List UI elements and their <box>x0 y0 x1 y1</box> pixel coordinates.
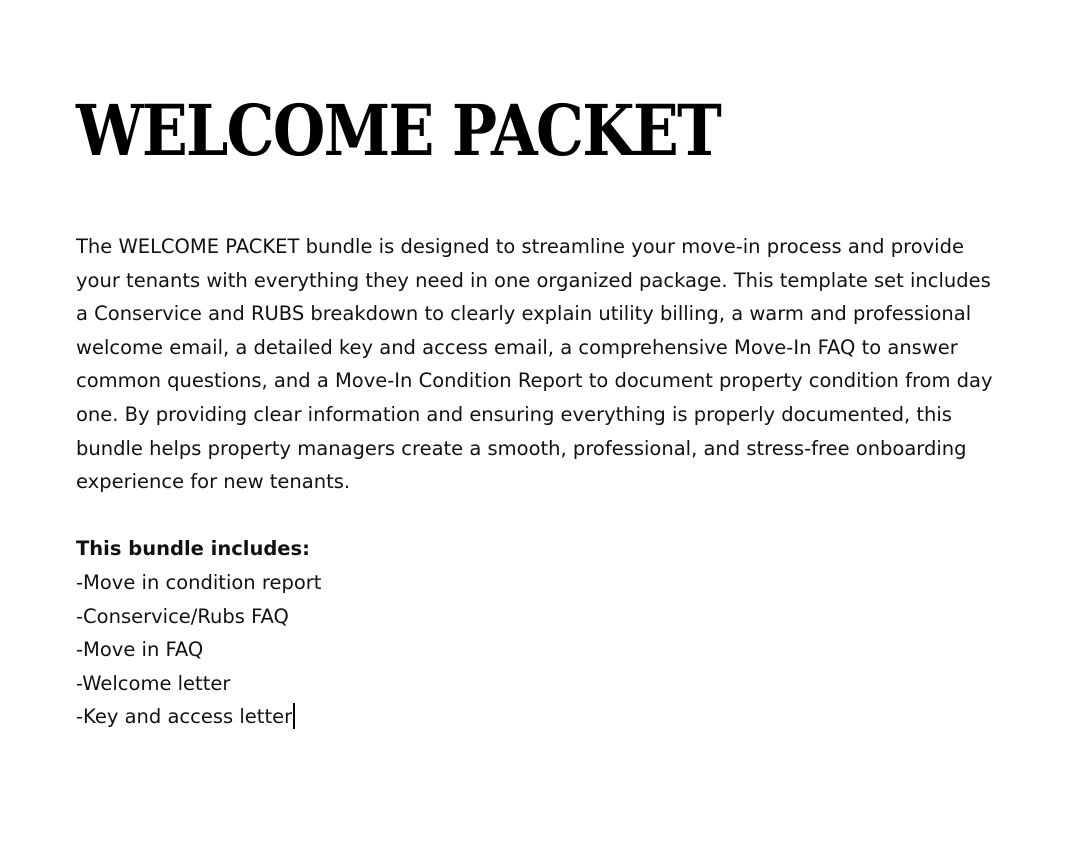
intro-paragraph: The WELCOME PACKET bundle is designed to streamline your move-in process and provide your tenants with everything they need in one organized package. This template set includes a Conservice and RUBS breakdown to clearly explain utility billing, a warm and professional welcome email, a detailed key and access email, a comprehensive Move-In FAQ to answer common questions, and a Move-In Condition Report to document property condition from day one. By providing clear information and ensuring everything is properly documented, this bundle helps property managers create a smooth, professional, and stress-free onboarding experience for new tenants. <box>76 235 993 494</box>
list-item-text: -Move in condition report <box>76 570 322 594</box>
includes-heading: This bundle includes: <box>76 537 310 561</box>
document-title: WELCOME PACKET <box>76 89 721 172</box>
list-item-text: -Move in FAQ <box>76 638 204 662</box>
list-item-text: -Welcome letter <box>76 671 231 695</box>
list-item <box>76 667 1006 701</box>
list-item <box>76 600 1006 634</box>
list-item-text: -Conservice/Rubs FAQ <box>76 604 289 628</box>
list-item <box>76 700 1006 734</box>
list-item-text: -Key and access letter <box>76 705 293 729</box>
document-body[interactable] <box>76 89 1006 734</box>
includes-list <box>76 566 1006 734</box>
text-cursor <box>293 703 295 729</box>
list-item <box>76 633 1006 667</box>
list-item <box>76 566 1006 600</box>
